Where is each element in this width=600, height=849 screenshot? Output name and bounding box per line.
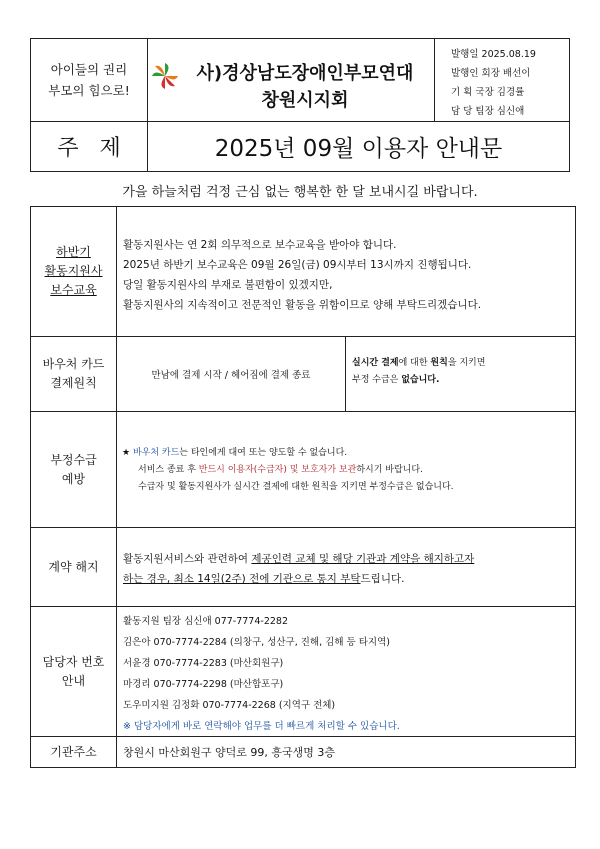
header-org-box — [147, 38, 435, 122]
greeting-text: 가을 하늘처럼 걱정 근심 없는 행복한 한 달 보내시길 바랍니다. — [122, 185, 478, 200]
address-content-cell — [116, 736, 576, 768]
contract-label: 계약 해지 — [48, 559, 99, 574]
logo-pinwheel-icon — [150, 61, 180, 91]
contacts-content-cell — [116, 606, 576, 737]
issue-date: 발행일 2025.08.19 — [451, 49, 536, 60]
subject-title: 2025년 09월 이용자 안내문 — [214, 136, 503, 162]
contract-label-cell — [30, 527, 117, 607]
voucher-label-cell — [30, 336, 117, 412]
planner: 기 획 국장 김경률 — [451, 87, 525, 98]
contacts-note: ※ 담당자에게 바로 연락해야 업무를 더 빠르게 처리할 수 있습니다. — [123, 721, 400, 732]
contract-line-2: 하는 경우, 최소 14일(2주) 전에 기관으로 통지 부탁드립니다. — [123, 573, 405, 585]
training-line-4: 활동지원사의 지속적이고 전문적인 활동을 위함이므로 양해 부탁드리겠습니다. — [123, 299, 482, 311]
address-label-cell — [30, 736, 117, 768]
voucher-rule: 만남에 결제 시작 / 헤어짐에 결제 종료 — [151, 370, 311, 381]
training-content-cell — [116, 206, 576, 337]
slogan-line-1: 아이들의 권리 — [50, 62, 128, 77]
contact-line-2: 김은아 070-7774-2284 (의창구, 성산구, 진해, 김해 등 타지역) — [123, 637, 390, 648]
subject-title-cell — [147, 121, 570, 172]
training-label-cell — [30, 206, 117, 337]
training-line-2: 2025년 하반기 보수교육은 09월 26일(금) 09시부터 13시까지 진행됩니다. — [123, 259, 472, 271]
voucher-note-cell — [345, 336, 576, 412]
contact-line-3: 서윤경 070-7774-2283 (마산회원구) — [123, 658, 284, 669]
contacts-label: 담당자 번호 안내 — [42, 654, 105, 688]
org-name-line-1: 사)경상남도장애인부모연대 — [196, 63, 414, 84]
contract-content-cell — [116, 527, 576, 607]
contacts-label-cell — [30, 606, 117, 737]
training-line-1: 활동지원사는 연 2회 의무적으로 보수교육을 받아야 합니다. — [123, 239, 397, 251]
voucher-label: 바우처 카드 결제원칙 — [42, 357, 105, 390]
contact-line-1: 활동지원 팀장 심신애 077-7774-2282 — [123, 616, 288, 627]
subject-label-cell — [30, 121, 148, 172]
fraud-line-2: 서비스 종료 후 반드시 이용자(수급자) 및 보호자가 보관하시기 바랍니다. — [138, 465, 423, 475]
fraud-label-cell — [30, 411, 117, 528]
training-label: 하반기 활동지원사 보수교육 — [44, 245, 103, 297]
fraud-content-cell — [116, 411, 576, 528]
header-publication-box — [434, 38, 570, 122]
fraud-line-1: ★ 바우처 카드는 타인에게 대여 또는 양도할 수 없습니다. — [122, 448, 348, 458]
slogan-line-2: 부모의 힘으로! — [48, 83, 130, 98]
address-value: 창원시 마산회원구 양덕로 99, 흥국생명 3층 — [123, 746, 335, 759]
manager: 담 당 팀장 심신애 — [451, 106, 525, 117]
training-line-3: 당일 활동지원사의 부재로 불편함이 있겠지만, — [123, 279, 333, 291]
voucher-rule-cell — [116, 336, 346, 412]
header-slogan-box — [30, 38, 148, 122]
org-name-line-2: 창원시지회 — [261, 90, 349, 111]
voucher-note-line-2: 부정 수급은 없습니다. — [352, 375, 440, 385]
subject-label: 주 제 — [57, 136, 121, 161]
publisher: 발행인 회장 배선이 — [451, 68, 531, 79]
contact-line-5: 도우미지원 김정화 070-7774-2268 (지역구 전체) — [123, 700, 336, 711]
fraud-line-3: 수급자 및 활동지원사가 실시간 결제에 대한 원칙을 지키면 부정수급은 없습니다. — [138, 482, 454, 492]
contract-line-1: 활동지원서비스와 관련하여 제공인력 교체 및 해당 기관과 계약을 해지하고자 — [123, 553, 475, 565]
voucher-note-line-1: 실시간 결제에 대한 원칙을 지키면 — [352, 358, 486, 368]
fraud-label: 부정수급 예방 — [50, 452, 97, 486]
address-label: 기관주소 — [50, 744, 97, 759]
star-icon: ★ — [122, 448, 131, 458]
contact-line-4: 마경리 070-7774-2298 (마산합포구) — [123, 679, 284, 690]
